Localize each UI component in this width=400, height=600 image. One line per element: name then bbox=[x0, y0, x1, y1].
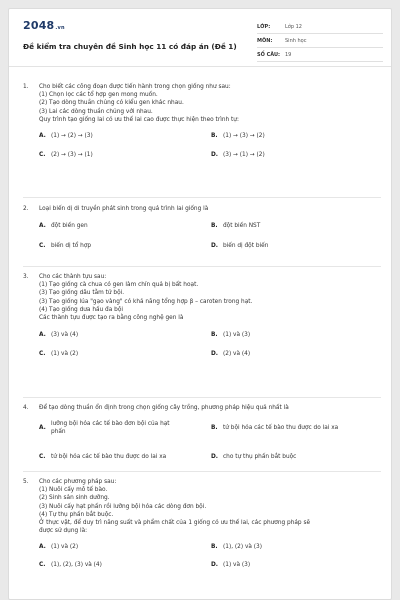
option-text: (1) → (2) → (3) bbox=[51, 133, 93, 140]
option-letter: B. bbox=[211, 425, 218, 432]
question-line: (2) Tạo dòng thuần chủng có kiểu gen khác nhau. bbox=[39, 100, 184, 107]
meta-label: MÔN: bbox=[257, 37, 273, 44]
option-text: tứ bội hóa các tế bào thu được do lai xa bbox=[51, 454, 167, 461]
option-letter: D. bbox=[211, 152, 219, 159]
question-number: 1. bbox=[23, 84, 29, 90]
question-line: Để tạo dòng thuần ổn định trong chọn giống cây trồng, phương pháp hiệu quả nhất là bbox=[39, 405, 289, 411]
option-text: (1) và (3) bbox=[223, 332, 251, 339]
question-3 bbox=[23, 273, 383, 358]
question-line: (1) Nuôi cấy mô tế bào. bbox=[39, 487, 108, 494]
divider bbox=[23, 266, 381, 267]
option-c[interactable] bbox=[39, 152, 191, 160]
logo-text: 2048 bbox=[23, 19, 55, 32]
option-letter: A. bbox=[39, 133, 46, 140]
question-number: 4. bbox=[23, 405, 29, 411]
option-a[interactable] bbox=[39, 223, 191, 231]
question-line: (3) Nuôi cấy hạt phấn rồi lưỡng bội hóa các dòng đơn bội. bbox=[39, 503, 207, 510]
logo-suffix: .vn bbox=[55, 25, 65, 31]
option-letter: A. bbox=[39, 332, 46, 339]
question-text bbox=[39, 205, 383, 213]
question-number: 3. bbox=[23, 274, 29, 280]
option-letter: D. bbox=[211, 351, 219, 358]
answer-options bbox=[39, 213, 383, 249]
option-letter: D. bbox=[211, 454, 219, 461]
option-text: đột biến gen bbox=[51, 223, 88, 230]
option-d[interactable] bbox=[211, 351, 363, 359]
meta-class-row bbox=[257, 20, 383, 34]
question-line: (1) Chọn lọc các tổ hợp gen mong muốn. bbox=[39, 92, 158, 99]
question-line: (3) Lai các dòng thuần chủng với nhau. bbox=[39, 108, 153, 115]
answer-options bbox=[39, 412, 383, 464]
option-text: (1), (2), (3) và (4) bbox=[51, 562, 102, 569]
option-letter: C. bbox=[39, 152, 46, 159]
question-line: (1) Tạo giống cà chua có gen làm chín quả bị bất hoạt. bbox=[39, 282, 199, 289]
option-letter: A. bbox=[39, 544, 46, 551]
meta-value: Lớp 12 bbox=[285, 23, 302, 30]
option-letter: B. bbox=[211, 133, 218, 140]
answer-options bbox=[39, 124, 383, 160]
option-text: biến dị tổ hợp bbox=[51, 243, 92, 250]
meta-value: Sinh học bbox=[285, 37, 307, 44]
question-text bbox=[39, 478, 383, 535]
option-b[interactable] bbox=[211, 425, 383, 433]
option-letter: C. bbox=[39, 351, 46, 358]
option-letter: A. bbox=[39, 223, 46, 230]
question-line: Cho các thành tựu sau: bbox=[39, 274, 107, 280]
question-line: (4) Tự thụ phấn bắt buộc. bbox=[39, 511, 114, 518]
question-text bbox=[39, 83, 383, 124]
option-b[interactable] bbox=[211, 332, 363, 340]
question-line: (3) Tạo giống lúa "gạo vàng" có khả năng tổng hợp β – caroten trong hạt. bbox=[39, 298, 253, 305]
meta-value: 19 bbox=[285, 51, 292, 58]
answer-options bbox=[39, 322, 383, 358]
option-text: (1), (2) và (3) bbox=[223, 544, 262, 551]
option-c[interactable] bbox=[39, 562, 191, 570]
option-text: biến dị đột biến bbox=[223, 243, 269, 250]
option-a[interactable] bbox=[39, 133, 191, 141]
option-text: đột biến NST bbox=[223, 223, 261, 230]
question-line: Ở thực vật, để duy trì năng suất và phẩm chất của 1 giống có ưu thế lai, các phương pháp sẽ bbox=[39, 520, 311, 527]
option-letter: D. bbox=[211, 243, 219, 250]
option-letter: C. bbox=[39, 454, 46, 461]
meta-count-row bbox=[257, 48, 383, 62]
page-header bbox=[9, 9, 391, 67]
question-line: Loại biến dị di truyền phát sinh trong quá trình lai giống là bbox=[39, 206, 209, 212]
question-line: (4) Tạo giống dưa hấu đa bội bbox=[39, 306, 123, 313]
option-c[interactable] bbox=[39, 454, 211, 462]
meta-subject-row bbox=[257, 34, 383, 48]
site-logo[interactable] bbox=[23, 19, 65, 32]
option-text: (2) và (4) bbox=[223, 351, 251, 358]
option-text: lưỡng bội hóa các tế bào đơn bội của hạt phấn bbox=[51, 421, 170, 435]
question-line: Cho biết các công đoạn được tiến hành trong chọn giống như sau: bbox=[39, 84, 231, 90]
option-letter: B. bbox=[211, 544, 218, 551]
exam-meta bbox=[257, 20, 383, 62]
question-line: Quy trình tạo giống lai có ưu thế lai cao được thực hiện theo trình tự: bbox=[39, 116, 239, 123]
option-c[interactable] bbox=[39, 243, 191, 251]
option-b[interactable] bbox=[211, 223, 363, 231]
option-d[interactable] bbox=[211, 454, 383, 462]
option-text: cho tự thụ phấn bắt buộc bbox=[223, 454, 297, 461]
option-b[interactable] bbox=[211, 133, 363, 141]
question-line: (2) Sinh sản sinh dưỡng. bbox=[39, 495, 110, 502]
question-number: 2. bbox=[23, 206, 29, 212]
option-text: tứ bội hóa các tế bào thu được do lai xa bbox=[223, 425, 339, 432]
option-text: (3) và (4) bbox=[51, 332, 79, 339]
option-letter: B. bbox=[211, 223, 218, 230]
divider bbox=[23, 471, 381, 472]
answer-options bbox=[39, 535, 383, 569]
option-letter: A. bbox=[39, 425, 46, 432]
option-d[interactable] bbox=[211, 243, 363, 251]
option-text: (2) → (3) → (1) bbox=[51, 152, 93, 159]
option-a[interactable] bbox=[39, 544, 191, 552]
option-d[interactable] bbox=[211, 152, 363, 160]
question-line: được sử dụng là: bbox=[39, 528, 88, 535]
option-letter: D. bbox=[211, 562, 219, 569]
divider bbox=[23, 397, 381, 398]
option-letter: C. bbox=[39, 243, 46, 250]
option-text: (3) → (1) → (2) bbox=[223, 152, 265, 159]
question-1 bbox=[23, 83, 383, 160]
page-title: Đề kiểm tra chuyên đề Sinh học 11 có đáp án (Đề 1) bbox=[23, 42, 237, 51]
option-text: (1) → (3) → (2) bbox=[223, 133, 265, 140]
meta-label: LỚP: bbox=[257, 23, 271, 30]
question-5 bbox=[23, 478, 383, 569]
option-letter: B. bbox=[211, 332, 218, 339]
question-number: 5. bbox=[23, 479, 29, 485]
option-d[interactable] bbox=[211, 562, 363, 570]
question-text bbox=[39, 404, 383, 412]
option-letter: C. bbox=[39, 562, 46, 569]
question-2 bbox=[23, 205, 383, 249]
option-c[interactable] bbox=[39, 351, 191, 359]
question-4 bbox=[23, 404, 383, 464]
option-text: (1) và (2) bbox=[51, 351, 79, 358]
option-text: (1) và (2) bbox=[51, 544, 79, 551]
option-b[interactable] bbox=[211, 544, 363, 552]
divider bbox=[23, 197, 381, 198]
option-a[interactable] bbox=[39, 332, 191, 340]
question-text bbox=[39, 273, 383, 322]
question-line: (3) Tạo giống dâu tằm tứ bội. bbox=[39, 290, 125, 297]
option-text: (1) và (3) bbox=[223, 562, 251, 569]
option-a[interactable] bbox=[39, 421, 171, 436]
question-line: Các thành tựu được tạo ra bằng công nghệ gen là bbox=[39, 315, 184, 322]
exam-page bbox=[8, 8, 392, 600]
question-line: Cho các phương pháp sau: bbox=[39, 479, 117, 485]
meta-label: SỐ CÂU: bbox=[257, 51, 281, 58]
